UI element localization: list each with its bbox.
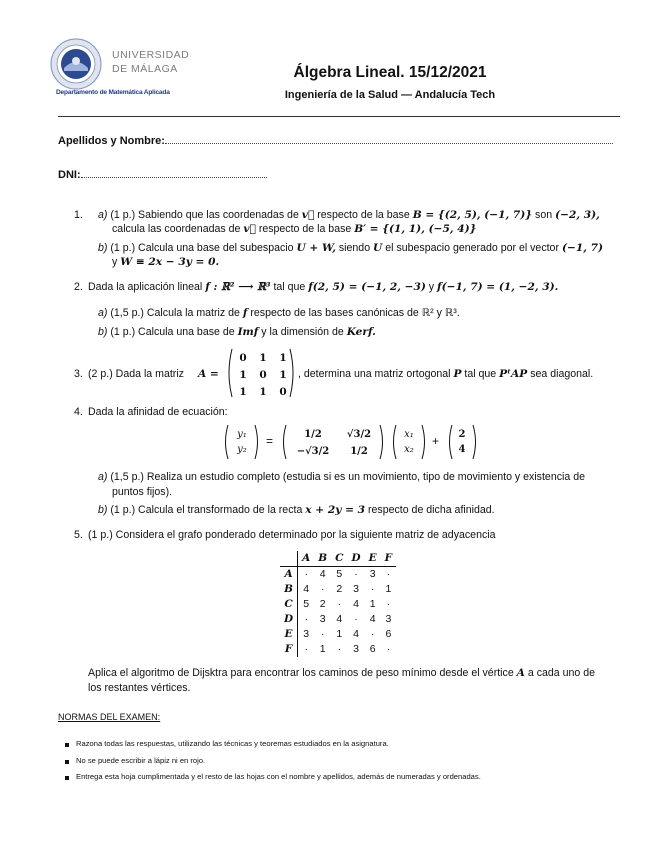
q5-after-text-3: los restantes vértices. <box>88 682 191 694</box>
condition-2: f(−1, 7) = (1, −2, 3). <box>437 281 559 293</box>
right-bracket <box>289 348 297 398</box>
plus-sign: + <box>432 434 440 448</box>
name-dotted-line <box>165 134 613 144</box>
function-f: f <box>242 307 248 319</box>
part-label: b) <box>98 504 108 516</box>
question-4b <box>98 503 495 518</box>
matrix-P: P <box>453 368 462 380</box>
column-header: F <box>381 551 396 567</box>
adjacency-matrix <box>280 551 396 657</box>
part-label: b) <box>98 326 108 338</box>
condition-1: f(2, 5) = (−1, 2, −3) <box>308 281 426 293</box>
q5-text: (1 p.) Considera el grafo ponderado determinado por la siguiente matriz de adyacencia <box>88 529 496 541</box>
vector-v-2: v⃗ <box>243 223 256 235</box>
exam-title: Álgebra Lineal. 15/12/2021 <box>293 64 487 81</box>
exam-rule-item: No se puede escribir a lápiz ni en rojo. <box>76 756 206 765</box>
rotation-matrix: 1/2 √3/2 −√3/2 1/2 <box>296 429 372 457</box>
name-label: Apellidos y Nombre: <box>58 135 165 147</box>
basis-B: B = {(2, 5), (−1, 7)} <box>412 209 533 221</box>
q2a-text-2: respecto de las bases canónicas de ℝ² y ℝ³. <box>250 307 460 319</box>
question-number: 5. <box>74 529 83 541</box>
exam-rule-item: Razona todas las respuestas, utilizando las técnicas y teoremas estudiados en la asignatura. <box>76 739 389 748</box>
matrix-A-entries: 0 1 1 1 0 1 1 1 0 <box>239 352 287 398</box>
question-1b-line2 <box>112 255 219 270</box>
university-name <box>112 48 189 76</box>
affinity-equation <box>222 424 492 460</box>
kernel-f: Kerf. <box>346 326 376 338</box>
q2-text-3: y <box>428 281 435 293</box>
question-number: 4. <box>74 406 83 418</box>
question-number: 3. <box>74 368 83 380</box>
q3-text-2: , determina una matriz ortogonal <box>298 368 451 380</box>
q1a-line2-text-1: calcula las coordenadas de <box>112 223 241 235</box>
exam-rule-item: Entrega esta hoja cumplimentada y el resto de las hojas con el nombre y apellidos, además de numeradas y ordenadas. <box>76 772 481 781</box>
q1a-line2-text-2: respecto de la base <box>258 223 352 235</box>
part-label: a) <box>98 307 108 319</box>
subspace-W-equation: W ≡ 2x − 3y = 0. <box>120 256 220 268</box>
q1a-text-1: (1 p.) Sabiendo que las coordenadas de <box>110 209 299 221</box>
name-field[interactable] <box>58 134 623 147</box>
q4a-text-1: (1,5 p.) Realiza un estudio completo (estudia si es un movimiento, tipo de movimiento y existencia de <box>110 471 585 483</box>
q1b-text-3: el subespacio generado por el vector <box>385 242 559 254</box>
q3-text-4: sea diagonal. <box>530 368 594 380</box>
q1b-text-2: siendo <box>338 242 371 254</box>
column-header: E <box>365 551 381 567</box>
vector-y: y₁ y₂ <box>237 429 247 455</box>
q4-text: Dada la afinidad de ecuación: <box>88 406 228 418</box>
header-divider <box>58 116 620 117</box>
q5-instruction <box>88 666 595 681</box>
university-seal-logo <box>50 38 102 90</box>
line-equation: x + 2y = 3 <box>305 504 366 516</box>
q5-after-text-2: a cada uno de <box>527 667 596 679</box>
table-row: C 5 2 · 4 1 · <box>280 597 396 612</box>
q1a-text-2: respecto de la base <box>317 209 410 221</box>
column-header: A <box>298 551 315 567</box>
exam-rules-title: NORMAS DEL EXAMEN: <box>58 712 161 722</box>
question-number: 2. <box>74 281 83 293</box>
question-number: 1. <box>74 209 83 221</box>
q3-statement-end <box>298 367 593 382</box>
linear-map: f : ℝ² ⟶ ℝ³ <box>205 281 271 293</box>
q2b-text-1: (1 p.) Calcula una base de <box>110 326 235 338</box>
equals-sign: = <box>266 434 274 448</box>
basis-B-prime: B′ = {(1, 1), (−5, 4)} <box>354 223 477 235</box>
dni-label: DNI: <box>58 169 81 181</box>
sum-U-W: U + W, <box>296 242 336 254</box>
question-4a <box>98 470 585 485</box>
vector-x: x₁ x₂ <box>404 429 414 455</box>
q2-text-2: tal que <box>273 281 306 293</box>
matrix-A <box>225 348 297 398</box>
q1b-line2-text: y <box>112 256 118 268</box>
product-PtAP: PᵗAP <box>499 368 528 380</box>
translation-vector: 2 4 <box>458 429 466 455</box>
dni-field[interactable] <box>58 168 318 181</box>
table-row: E 3 · 1 4 · 6 <box>280 627 396 642</box>
university-line-2: DE MÁLAGA <box>112 63 178 75</box>
left-bracket <box>225 348 233 398</box>
coordinates: (−2, 3), <box>555 209 600 221</box>
q4b-text-2: respecto de dicha afinidad. <box>367 504 495 516</box>
part-label: b) <box>98 242 108 254</box>
part-label: a) <box>98 471 108 483</box>
question-1b <box>98 241 603 256</box>
q2b-text-2: y la dimensión de <box>261 326 344 338</box>
q2a-text-1: (1,5 p.) Calcula la matriz de <box>110 307 240 319</box>
university-line-1: UNIVERSIDAD <box>112 49 190 61</box>
table-row: D · 3 4 · 4 3 <box>280 612 396 627</box>
table-row: F · 1 · 3 6 · <box>280 642 396 657</box>
question-2b <box>98 325 376 340</box>
question-2-statement <box>88 280 558 295</box>
q4b-text-1: (1 p.) Calcula el transformado de la recta <box>110 504 303 516</box>
q2-text-1: Dada la aplicación lineal <box>88 281 203 293</box>
image-f: Imf <box>237 326 259 338</box>
column-header: C <box>331 551 347 567</box>
table-row: A · 4 5 · 3 · <box>280 567 396 583</box>
column-header: B <box>314 551 331 567</box>
matrix-A-label: A = <box>198 368 219 380</box>
column-header: D <box>348 551 365 567</box>
part-label: a) <box>98 209 108 221</box>
vector-v: v⃗ <box>301 209 315 221</box>
generator-vector: (−1, 7) <box>561 242 603 254</box>
q5-after-text-1: Aplica el algoritmo de Dijsktra para encontrar los caminos de peso mínimo desde el vértice <box>88 667 514 679</box>
question-1a-line2 <box>112 222 476 237</box>
q3-text-3: tal que <box>464 368 497 380</box>
start-vertex: A <box>516 667 525 679</box>
question-1a <box>98 208 600 223</box>
table-row: B 4 · 2 3 · 1 <box>280 582 396 597</box>
q1b-text-1: (1 p.) Calcula una base del subespacio <box>110 242 294 254</box>
question-2a <box>98 306 460 321</box>
dni-dotted-line <box>81 168 267 178</box>
department-name: Departamento de Matemática Aplicada <box>56 89 170 96</box>
q4a-text-2: puntos fijos). <box>112 486 173 498</box>
q3-text-1: (2 p.) Dada la matriz <box>88 368 184 380</box>
subspace-U: U <box>373 242 383 254</box>
exam-subtitle: Ingeniería de la Salud — Andalucía Tech <box>284 89 496 101</box>
q1a-text-3: son <box>535 209 553 221</box>
